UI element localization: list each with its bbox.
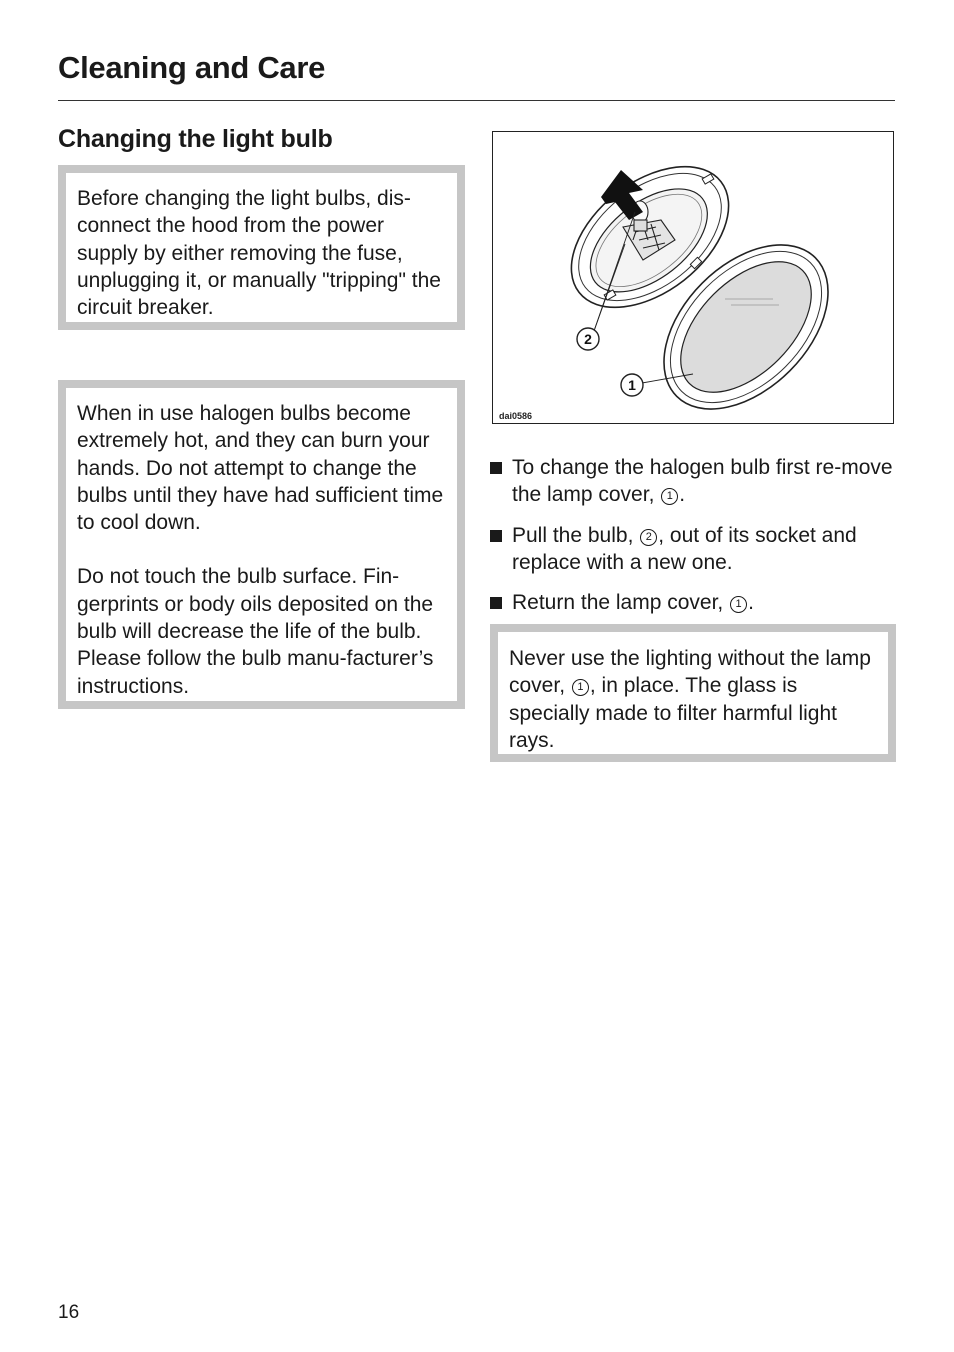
step-text-end: . [748,591,754,615]
power-warning-box [58,165,465,330]
step-text: Pull the bulb, [512,523,640,547]
callout-ref: 1 [730,596,747,613]
lamp-cover-warning-text [509,645,878,754]
instruction-list [488,454,898,629]
bulb-touch-warning-text: Do not touch the bulb surface. Fin-gerprints or body oils deposited on the bulb will decrease the life of the bulb. Please follow the bulb manu-facturer’s instructions. [77,565,434,698]
callout-2-label: 2 [584,331,592,347]
page-title: Cleaning and Care [58,50,326,85]
heat-warning-box [58,380,465,709]
step-text-end: . [679,483,686,507]
lamp-cover-warning-end: , in place. The glass is specially made to filter harmful light rays. [509,674,837,752]
list-item [488,522,898,577]
square-bullet-icon [490,597,502,609]
step-text: Return the lamp cover, [512,591,730,615]
figure-code: dai0586 [499,411,533,421]
title-divider [58,100,895,101]
power-warning-text: Before changing the light bulbs, dis-connect the hood from the power supply by either removing the fuse, unplugging it, or manually "tripping" the circuit breaker. [77,187,441,320]
square-bullet-icon [490,462,502,474]
list-item [488,454,898,509]
step-text: To change the halogen bulb first re-move the lamp cover, [512,456,893,507]
list-item [488,589,898,616]
step-text-end: , out of its socket and replace with a new one. [512,523,857,574]
callout-1-label: 1 [628,377,636,393]
lamp-cover-drawing [493,132,893,423]
square-bullet-icon [490,530,502,542]
section-heading: Changing the light bulb [58,125,333,153]
callout-ref: 1 [661,488,678,505]
heat-warning-text: When in use halogen bulbs become extremely hot, and they can burn your hands. Do not attempt to change the bulbs until they have had sufficient time to cool down. [77,402,444,535]
lamp-illustration [492,131,894,424]
callout-ref: 1 [572,679,589,696]
callout-ref: 2 [640,529,657,546]
lamp-cover-warning-start: Never use the lighting without the lamp cover, [509,647,871,698]
lamp-cover-warning-box [490,624,896,762]
page-number: 16 [58,1302,80,1323]
